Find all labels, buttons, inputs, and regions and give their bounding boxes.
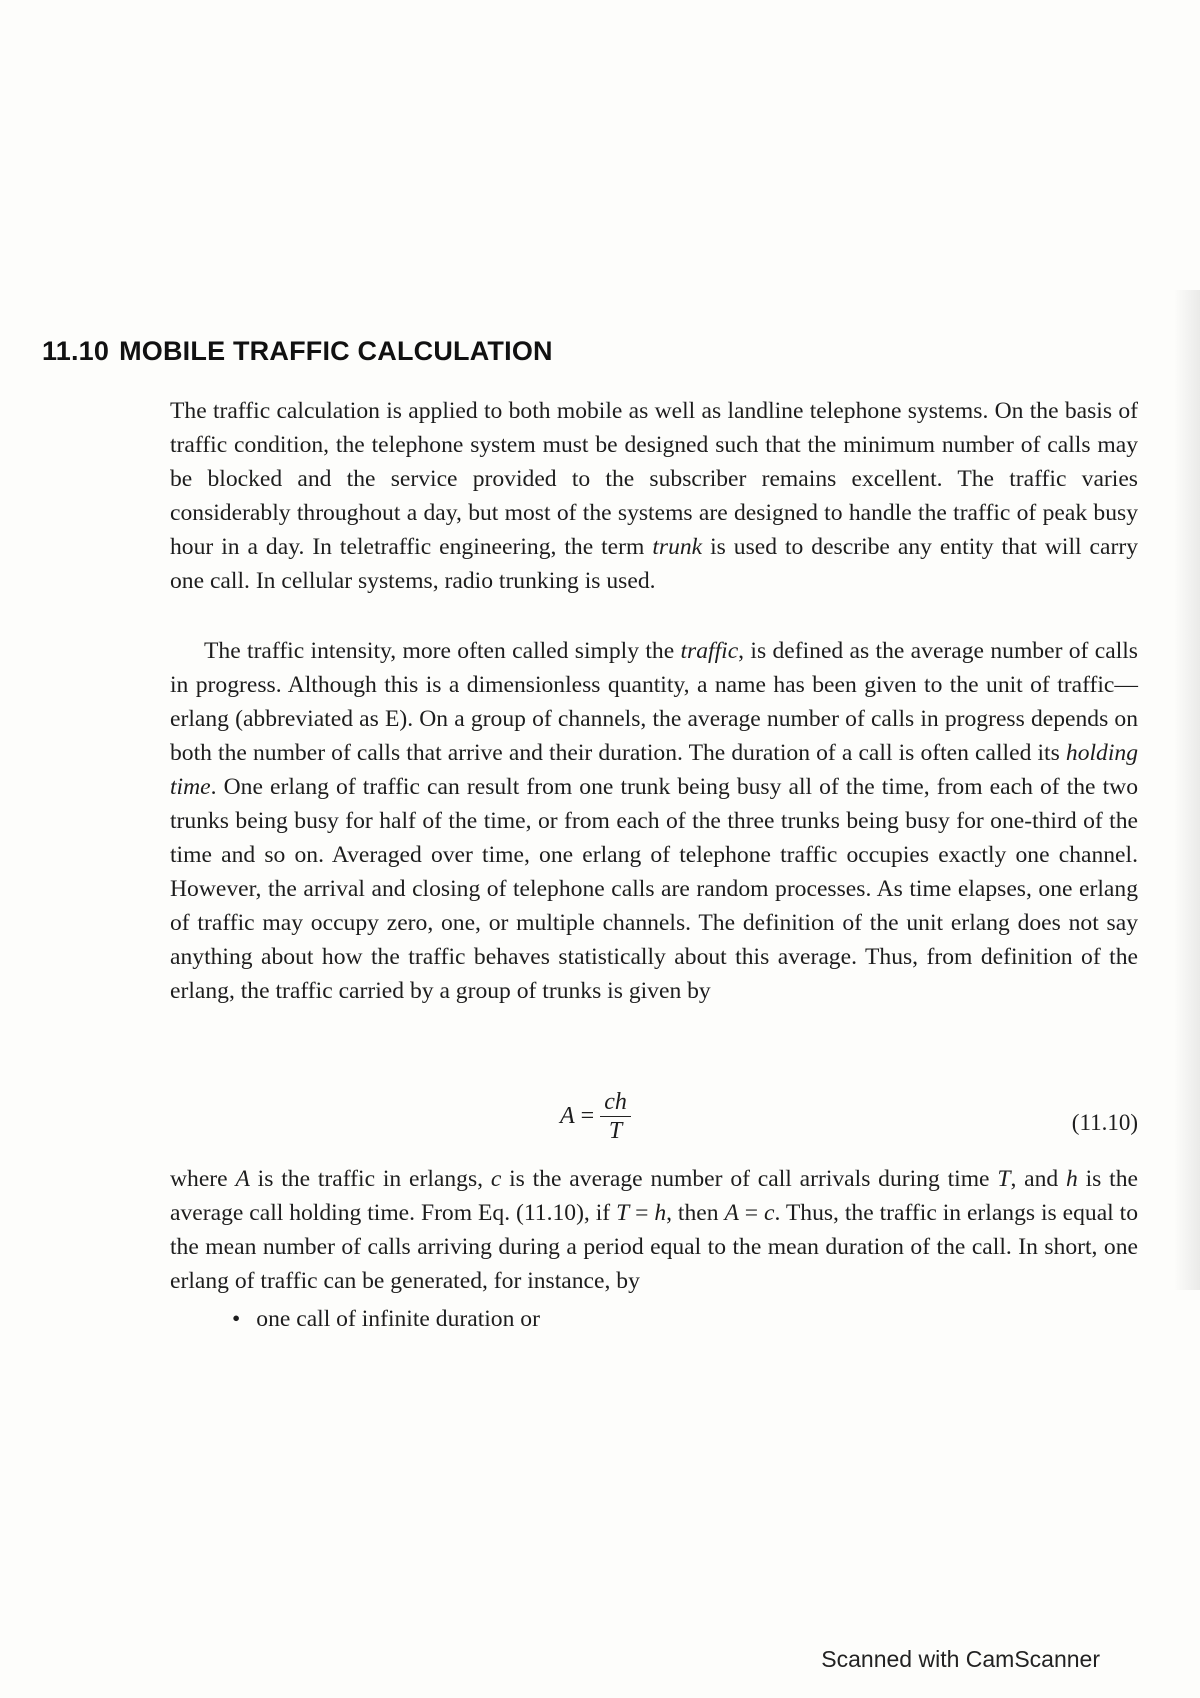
paragraph2-text-b: , is defined as the average number of calls in progress. Although this is a dimensionless quantity, a name has been given to the unit of traffic—erlang (abbreviated as E). On a group of channels, the average number of calls in progress depends on both the number of calls that arrive and their duration. The duration of a call is often called its bbox=[170, 638, 1138, 766]
p3-text: is the traffic in erlangs, bbox=[249, 1166, 491, 1192]
p3-text: is the average number of call arrivals during time bbox=[501, 1166, 998, 1192]
paragraph1-text-end: is used to describe any entity that will carry one call. In cellular systems, radio trunking is used. bbox=[170, 534, 1138, 594]
scan-edge-shadow bbox=[1174, 290, 1200, 1290]
p3-text: . Thus, the traffic in erlangs is equal to the mean number of calls arriving during a period equal to the mean duration of the call. In short, one erlang of traffic can be generated, for instance, by bbox=[170, 1200, 1138, 1294]
var-h: h bbox=[654, 1200, 667, 1226]
list-item-text: one call of infinite duration or bbox=[256, 1306, 540, 1332]
p3-text: , and bbox=[1010, 1166, 1067, 1192]
var-c: c bbox=[490, 1166, 502, 1192]
section-title: MOBILE TRAFFIC CALCULATION bbox=[119, 336, 553, 366]
paragraph-traffic-intensity bbox=[170, 634, 1138, 1008]
equation-11-10 bbox=[560, 1088, 631, 1145]
section-heading bbox=[42, 336, 553, 367]
p3-text: where bbox=[170, 1166, 236, 1192]
p3-text: , then bbox=[666, 1200, 725, 1226]
equation-equals: = bbox=[580, 1103, 595, 1129]
paragraph-traffic-calculation bbox=[170, 394, 1138, 598]
var-a: A bbox=[724, 1200, 739, 1226]
term-traffic: traffic bbox=[680, 638, 739, 664]
term-holding-time: holding time bbox=[170, 740, 1138, 800]
p3-text: is the average call holding time. From Eq. (11.10), if bbox=[170, 1166, 1138, 1226]
var-t: T bbox=[616, 1200, 630, 1226]
p3-text: = bbox=[629, 1200, 655, 1226]
paragraph2-text-a: The traffic intensity, more often called simply the bbox=[204, 638, 681, 664]
equation-fraction bbox=[600, 1088, 631, 1145]
p3-text: = bbox=[738, 1200, 764, 1226]
section-number: 11.10 bbox=[42, 336, 110, 366]
scanner-watermark: Scanned with CamScanner bbox=[821, 1646, 1100, 1672]
var-a: A bbox=[235, 1166, 250, 1192]
equation-number: (11.10) bbox=[1071, 1110, 1138, 1135]
var-c: c bbox=[764, 1200, 775, 1226]
equation-lhs: A bbox=[560, 1103, 575, 1129]
bullet-list bbox=[232, 1306, 540, 1333]
equation-numerator: ch bbox=[600, 1088, 631, 1117]
term-trunk: trunk bbox=[652, 534, 703, 560]
equation-denominator: T bbox=[608, 1118, 623, 1144]
bullet-marker: • bbox=[232, 1306, 241, 1332]
var-t: T bbox=[997, 1166, 1011, 1192]
paragraph2-text-c: . One erlang of traffic can result from one trunk being busy all of the time, from each of the two trunks being busy for half of the time, or from each of the three trunks being busy for one-third of the time and so on. Averaged over time, one erlang of telephone traffic occupies exactly one channel. However, the arrival and closing of telephone calls are random processes. As time elapses, one erlang of traffic may occupy zero, one, or multiple channels. The definition of the unit erlang does not say anything about how the traffic behaves statistically about this average. Thus, from definition of the erlang, the traffic carried by a group of trunks is given by bbox=[170, 774, 1138, 1004]
list-item bbox=[232, 1306, 540, 1333]
paragraph-equation-explanation bbox=[170, 1162, 1138, 1298]
var-h: h bbox=[1066, 1166, 1078, 1192]
paragraph1-text: The traffic calculation is applied to both mobile as well as landline telephone systems. On the basis of traffic condition, the telephone system must be designed such that the minimum number of calls may be blocked and the service provided to the subscriber remains excellent. The traffic varies considerably throughout a day, but most of the systems are designed to handle the traffic of peak busy hour in a day. In teletraffic engineering, the term bbox=[170, 398, 1138, 560]
